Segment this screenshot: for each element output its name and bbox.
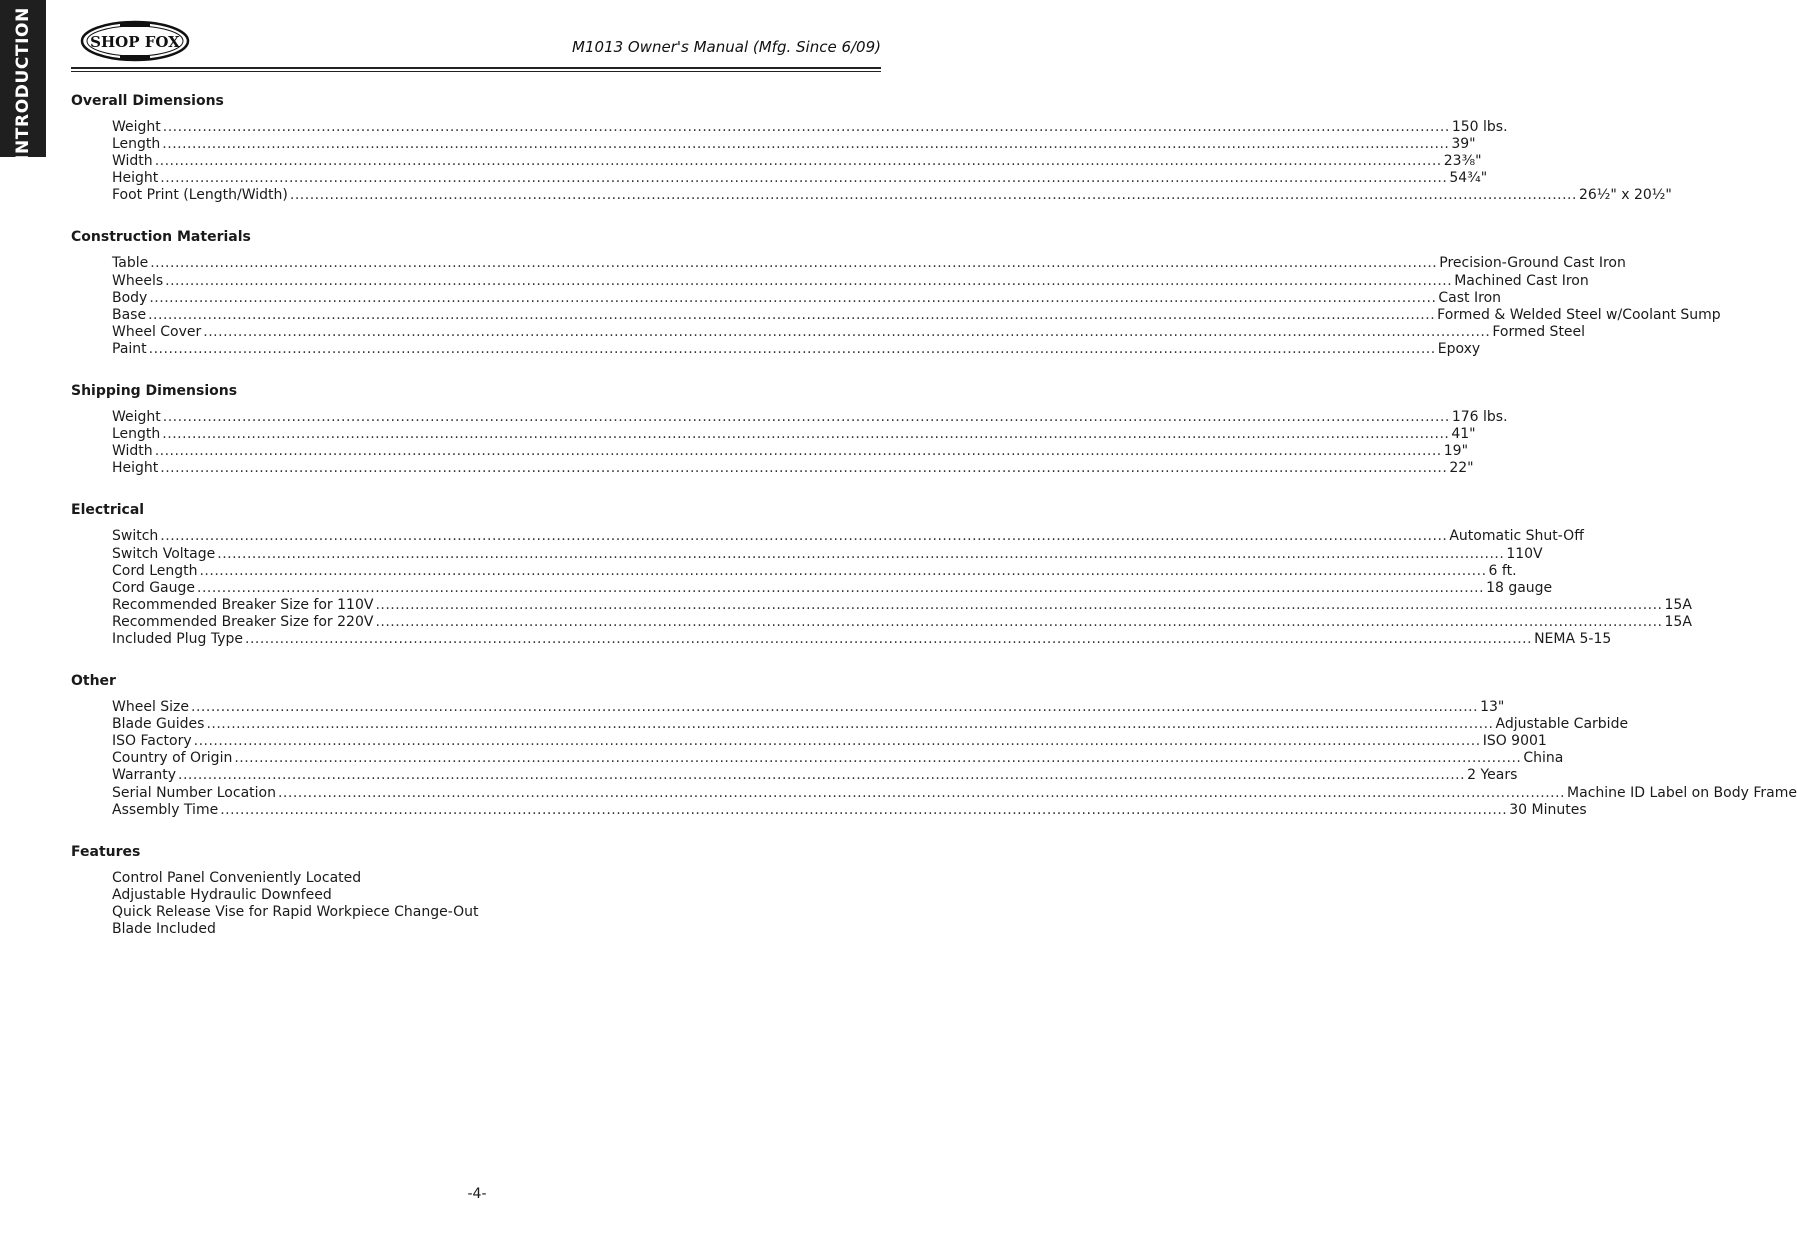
feature-item: Blade Included (112, 921, 216, 937)
spec-value: 13" (1480, 699, 1505, 716)
spec-row (112, 443, 1469, 460)
spec-row (112, 289, 1502, 307)
spec-section (71, 383, 1508, 477)
spec-label: Recommended Breaker Size for 110V (112, 596, 374, 613)
spec-value: Adjustable Carbide (1495, 716, 1629, 733)
spec-label: Recommended Breaker Size for 220V (112, 613, 374, 630)
features-section (71, 844, 881, 938)
spec-value: 6 ft. (1488, 562, 1517, 579)
spec-row (112, 306, 1721, 324)
spec-label: Cord Gauge (112, 579, 195, 596)
spec-label: Cord Length (112, 562, 198, 579)
spec-section (71, 229, 1721, 358)
spec-value: Formed Steel (1492, 323, 1586, 340)
spec-label: Length (112, 136, 161, 153)
feature-item: Adjustable Hydraulic Downfeed (112, 886, 332, 903)
spec-value: 39" (1451, 136, 1476, 153)
spec-label: Wheel Size (112, 699, 190, 716)
spec-row (112, 528, 1584, 545)
spec-label: Warranty (112, 767, 177, 784)
spec-row (112, 767, 1518, 784)
spec-rows (71, 409, 1508, 477)
spec-row (112, 153, 1482, 170)
dot-leader: .................................................................................................................................................................................................................................................................... (149, 289, 1437, 306)
dot-leader: .................................................................................................................................................................................................................................................................... (148, 306, 1436, 323)
spec-row (112, 170, 1488, 187)
spec-label: Country of Origin (112, 750, 233, 767)
spec-row (112, 136, 1476, 153)
spec-label: Weight (112, 119, 161, 135)
spec-label: Height (112, 460, 159, 477)
spec-row (112, 545, 1543, 563)
dot-leader: .................................................................................................................................................................................................................................................................... (289, 187, 1577, 204)
dot-leader: .................................................................................................................................................................................................................................................................... (277, 784, 1566, 801)
feature-item: Control Panel Conveniently Located (112, 869, 362, 886)
spec-value: 41" (1451, 426, 1476, 443)
spec-row (112, 750, 1564, 767)
spec-row (112, 630, 1612, 648)
spec-value: Machined Cast Iron (1454, 272, 1589, 289)
spec-value: ISO 9001 (1482, 733, 1547, 750)
spec-value: 15A (1664, 613, 1692, 630)
spec-label: Weight (112, 409, 161, 426)
spec-value: Machine ID Label on Body Frame (1567, 784, 1797, 801)
spec-value: 176 lbs. (1451, 409, 1508, 426)
spec-value: 26¹⁄₂" x 20¹⁄₂" (1578, 187, 1672, 204)
spec-label: ISO Factory (112, 733, 192, 750)
page-number: -4- (467, 1186, 487, 1202)
spec-value: 15A (1664, 596, 1692, 613)
spec-label: Wheels (112, 272, 164, 289)
feature-item: Quick Release Vise for Rapid Workpiece Change-Out (112, 903, 479, 920)
spec-label: Width (112, 153, 153, 170)
svg-text:SHOP FOX: SHOP FOX (90, 33, 180, 51)
spec-row (112, 613, 1692, 631)
spec-label: Height (112, 170, 159, 187)
dot-leader: .................................................................................................................................................................................................................................................................... (160, 170, 1448, 187)
spec-label: Wheel Cover (112, 323, 202, 340)
dot-leader: .................................................................................................................................................................................................................................................................... (375, 596, 1663, 613)
spec-row (112, 733, 1547, 750)
section-title: Overall Dimensions (71, 93, 224, 109)
spec-row (112, 460, 1474, 477)
dot-leader: .................................................................................................................................................................................................................................................................... (162, 136, 1450, 153)
spec-value: 23³⁄₈" (1443, 153, 1482, 170)
dot-leader: .................................................................................................................................................................................................................................................................... (197, 579, 1485, 596)
header-rule-thick (71, 67, 881, 69)
dot-leader: .................................................................................................................................................................................................................................................................... (203, 323, 1491, 340)
section-title: Other (71, 673, 116, 690)
spec-label: Table (112, 255, 149, 272)
section-title: Construction Materials (71, 229, 251, 246)
spec-rows (71, 699, 1797, 819)
dot-leader: .................................................................................................................................................................................................................................................................... (160, 460, 1448, 477)
dot-leader: .................................................................................................................................................................................................................................................................... (162, 426, 1450, 443)
spec-label: Switch Voltage (112, 545, 216, 562)
spec-rows (71, 119, 1672, 204)
spec-row (112, 119, 1508, 136)
specifications (71, 93, 1797, 963)
spec-row (112, 596, 1692, 614)
spec-value: 18 gauge (1486, 579, 1553, 596)
spec-value: Formed & Welded Steel w/Coolant Sump (1437, 306, 1721, 323)
section-title: Shipping Dimensions (71, 383, 238, 400)
dot-leader: .................................................................................................................................................................................................................................................................... (245, 630, 1533, 647)
spec-section (71, 502, 1692, 648)
spec-label: Width (112, 443, 153, 460)
dot-leader: .................................................................................................................................................................................................................................................................... (217, 545, 1505, 562)
dot-leader: .................................................................................................................................................................................................................................................................... (178, 767, 1466, 784)
features-title: Features (71, 843, 141, 860)
spec-rows (71, 255, 1721, 358)
dot-leader: .................................................................................................................................................................................................................................................................... (162, 119, 1450, 135)
spec-value: Precision-Ground Cast Iron (1439, 255, 1626, 272)
spec-row (112, 716, 1629, 733)
spec-value: Cast Iron (1438, 289, 1502, 306)
section-title: Electrical (71, 502, 145, 519)
spec-row (112, 187, 1672, 204)
spec-label: Switch (112, 528, 159, 545)
dot-leader: .................................................................................................................................................................................................................................................................... (220, 801, 1508, 818)
spec-label: Paint (112, 340, 147, 357)
spec-label: Included Plug Type (112, 630, 243, 647)
manual-title: M1013 Owner's Manual (Mfg. Since 6/09) (572, 38, 881, 56)
spec-value: 30 Minutes (1509, 801, 1587, 818)
spec-value: 22" (1449, 460, 1474, 477)
dot-leader: .................................................................................................................................................................................................................................................................... (150, 255, 1438, 272)
spec-row (112, 562, 1517, 580)
spec-label: Length (112, 426, 161, 443)
spec-value: 2 Years (1467, 767, 1518, 784)
dot-leader: .................................................................................................................................................................................................................................................................... (165, 272, 1453, 289)
spec-row (112, 426, 1476, 443)
spec-section (71, 673, 1797, 819)
logo-badge-icon (80, 20, 190, 62)
dot-leader: .................................................................................................................................................................................................................................................................... (162, 409, 1450, 426)
spec-value: 110V (1506, 545, 1543, 562)
dot-leader: .................................................................................................................................................................................................................................................................... (234, 750, 1522, 767)
spec-value: Epoxy (1437, 340, 1481, 357)
spec-value: NEMA 5-15 (1534, 630, 1612, 647)
spec-row (112, 699, 1505, 716)
dot-leader: .................................................................................................................................................................................................................................................................... (148, 340, 1436, 357)
section-side-tab (0, 0, 46, 161)
spec-label: Body (112, 289, 148, 306)
dot-leader: .................................................................................................................................................................................................................................................................... (206, 716, 1494, 733)
spec-row (112, 272, 1589, 290)
spec-label: Blade Guides (112, 716, 205, 733)
spec-value: 150 lbs. (1451, 119, 1508, 135)
features-list (71, 870, 881, 938)
dot-leader: .................................................................................................................................................................................................................................................................... (193, 733, 1481, 750)
dot-leader: .................................................................................................................................................................................................................................................................... (191, 699, 1479, 716)
spec-label: Base (112, 306, 147, 323)
spec-label: Assembly Time (112, 801, 219, 818)
spec-label: Serial Number Location (112, 784, 276, 801)
spec-value: 54³⁄₄" (1449, 170, 1488, 187)
dot-leader: .................................................................................................................................................................................................................................................................... (160, 528, 1448, 545)
side-tab-label: INTRODUCTION (13, 7, 33, 161)
spec-value: 19" (1443, 443, 1469, 460)
spec-row (112, 255, 1626, 272)
spec-row (112, 801, 1587, 819)
spec-rows (71, 528, 1692, 648)
dot-leader: .................................................................................................................................................................................................................................................................... (154, 153, 1442, 170)
spec-row (112, 409, 1508, 426)
shop-fox-logo (80, 20, 190, 62)
spec-row (112, 323, 1586, 341)
spec-value: Automatic Shut-Off (1449, 528, 1584, 545)
spec-row (112, 579, 1553, 597)
spec-row (112, 784, 1797, 802)
dot-leader: .................................................................................................................................................................................................................................................................... (375, 613, 1663, 630)
dot-leader: .................................................................................................................................................................................................................................................................... (199, 562, 1487, 579)
dot-leader: .................................................................................................................................................................................................................................................................... (154, 443, 1442, 460)
header-rule-thin (71, 71, 881, 72)
spec-label: Foot Print (Length/Width) (112, 187, 288, 204)
spec-value: China (1523, 750, 1564, 767)
spec-section (71, 93, 1672, 204)
spec-row (112, 340, 1481, 358)
